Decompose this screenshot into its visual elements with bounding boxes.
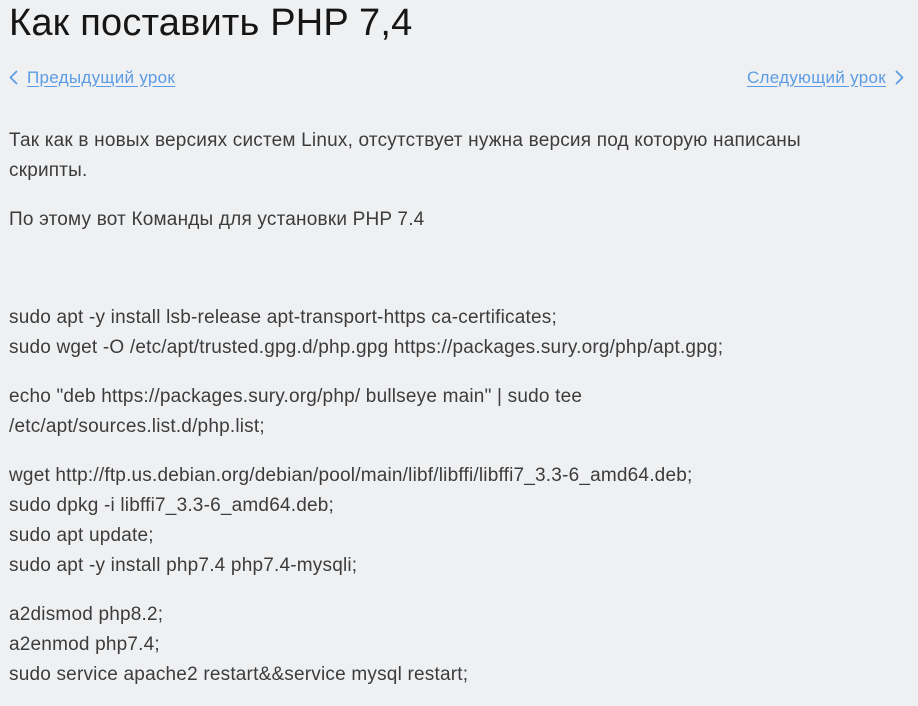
text-line: sudo dpkg -i libffi7_3.3-6_amd64.deb; <box>9 494 334 516</box>
page-title: Как поставить PHP 7,4 <box>9 2 413 44</box>
text-line: sudo apt -y install php7.4 php7.4-mysqli; <box>9 554 358 576</box>
text-line: sudo wget -O /etc/apt/trusted.gpg.d/php.gpg https://packages.sury.org/php/apt.gpg; <box>9 336 724 358</box>
paragraph <box>9 382 904 442</box>
prev-lesson-label: Предыдущий урок <box>27 67 176 87</box>
paragraph <box>9 600 904 690</box>
text-line: a2enmod php7.4; <box>9 633 160 655</box>
text-line: sudo service apache2 restart&&service mysql restart; <box>9 663 469 685</box>
paragraph <box>9 205 904 235</box>
text-line: echo "deb https://packages.sury.org/php/ bullseye main" | sudo tee <box>9 385 583 407</box>
paragraph <box>9 126 904 186</box>
paragraph <box>9 254 904 284</box>
text-line: скрипты. <box>9 159 88 181</box>
chevron-right-icon <box>895 70 904 85</box>
paragraph <box>9 303 904 363</box>
text-line: По этому вот Команды для установки PHP 7.4 <box>9 208 425 230</box>
text-line: a2dismod php8.2; <box>9 603 164 625</box>
prev-lesson-link[interactable] <box>9 68 175 88</box>
text-line: sudo apt update; <box>9 524 154 546</box>
text-line <box>9 254 904 284</box>
chevron-left-icon <box>9 70 18 85</box>
lesson-nav <box>9 68 904 88</box>
next-lesson-label: Следующий урок <box>746 67 886 87</box>
paragraph <box>9 461 904 581</box>
article-body <box>9 126 904 690</box>
next-lesson-link[interactable] <box>747 68 904 88</box>
text-line: wget http://ftp.us.debian.org/debian/pool/main/libf/libffi/libffi7_3.3-6_amd64.deb; <box>9 464 693 486</box>
text-line: sudo apt -y install lsb-release apt-transport-https ca-certificates; <box>9 306 557 328</box>
text-line: /etc/apt/sources.list.d/php.list; <box>9 415 265 437</box>
text-line: Так как в новых версиях систем Linux, отсутствует нужна версия под которую написаны <box>9 129 801 151</box>
